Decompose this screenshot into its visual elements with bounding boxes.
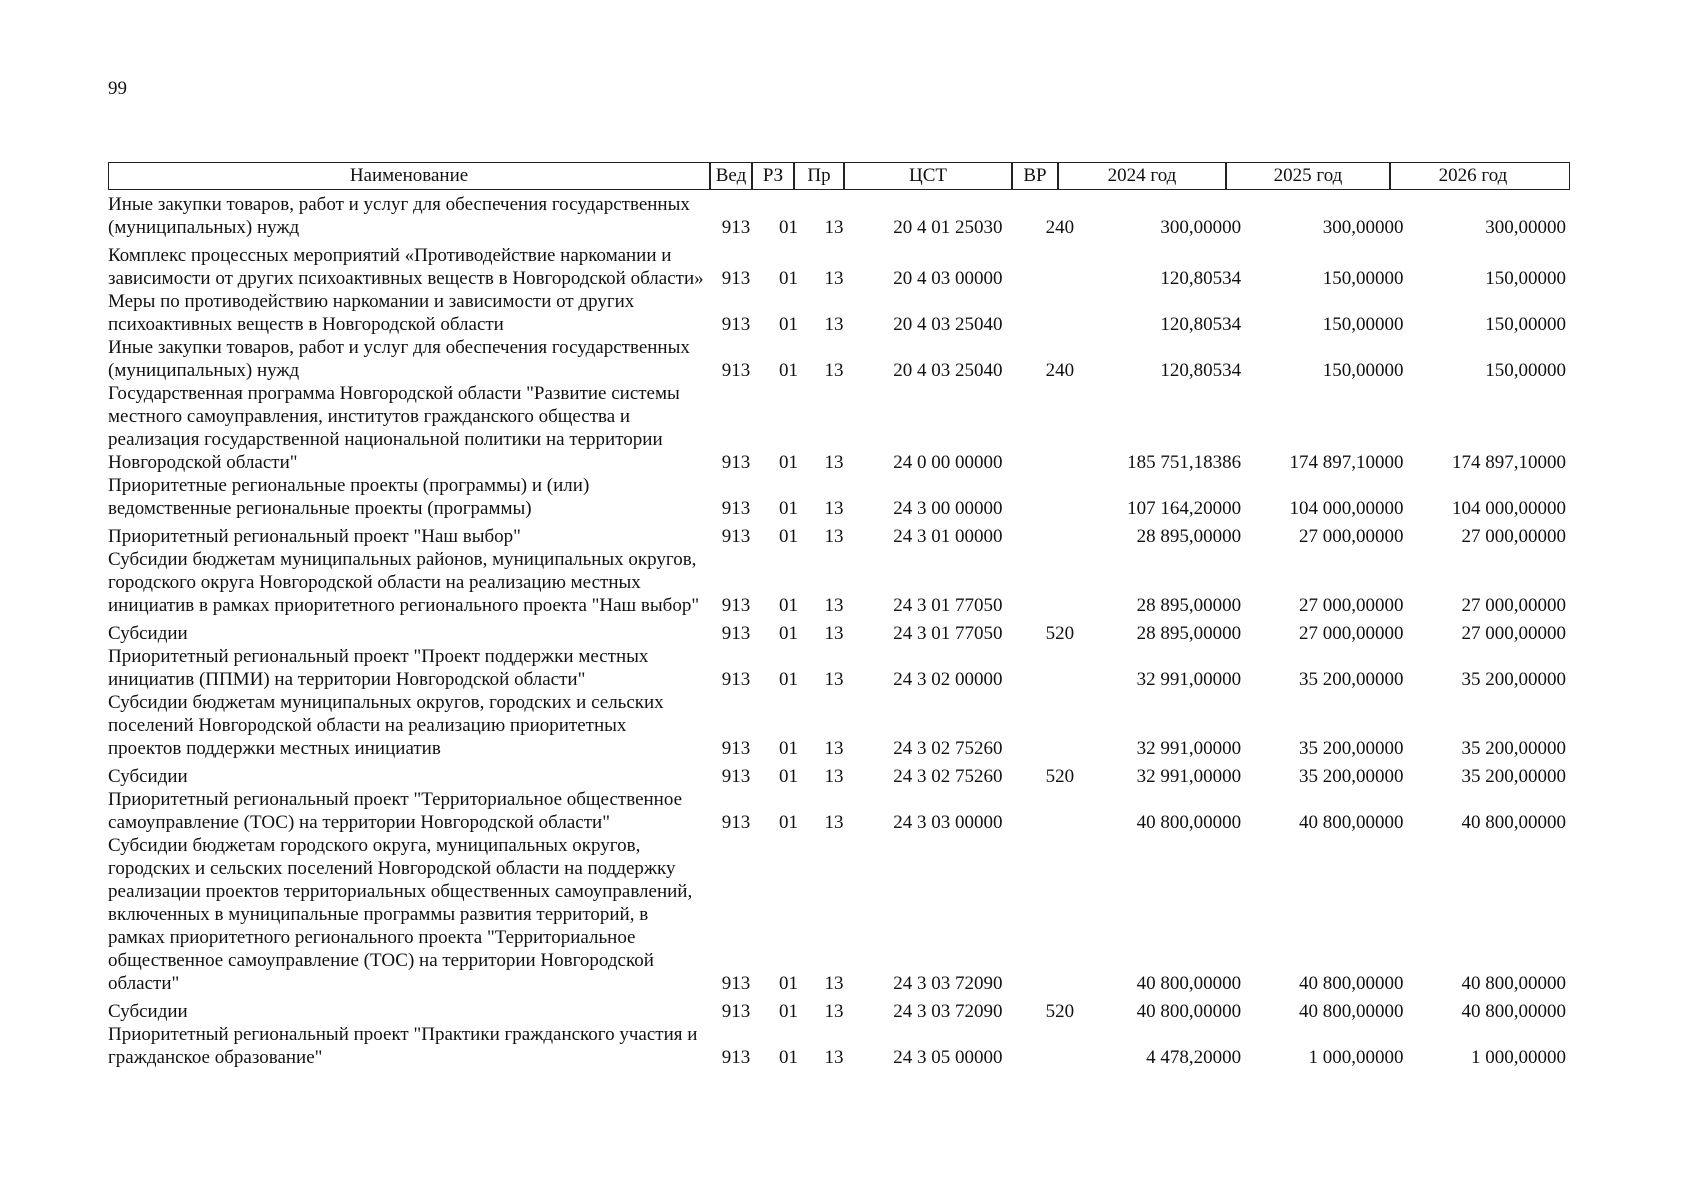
cell-2024: 32 991,00000 — [1136, 766, 1242, 787]
cell-pr: 13 — [824, 1001, 844, 1022]
header-vr: ВР — [1013, 163, 1059, 189]
cell-name: Иные закупки товаров, работ и услуг для обеспечения государственных (муниципальных) нужд — [108, 194, 690, 238]
cell-2024: 40 800,00000 — [1136, 973, 1242, 994]
cell-vr: 520 — [1045, 623, 1075, 644]
table-row — [108, 834, 1570, 995]
cell-cst: 24 3 01 77050 — [893, 595, 1003, 616]
cell-cst: 24 0 00 00000 — [893, 452, 1003, 473]
table-row — [108, 244, 1570, 290]
cell-rz: 01 — [778, 217, 798, 238]
cell-rz: 01 — [778, 973, 798, 994]
cell-2025: 150,00000 — [1322, 314, 1404, 335]
cell-name: Иные закупки товаров, работ и услуг для обеспечения государственных (муниципальных) нужд — [108, 337, 690, 381]
cell-ved: 913 — [721, 973, 751, 994]
cell-2024: 28 895,00000 — [1136, 623, 1242, 644]
cell-2025: 35 200,00000 — [1299, 738, 1404, 759]
cell-name: Приоритетный региональный проект "Практики гражданского участия и гражданское образование" — [108, 1024, 698, 1068]
cell-ved: 913 — [721, 766, 751, 787]
header-ved: Вед — [711, 163, 753, 189]
cell-2026: 27 000,00000 — [1461, 595, 1566, 616]
cell-2025: 40 800,00000 — [1299, 812, 1404, 833]
cell-2025: 1 000,00000 — [1308, 1047, 1404, 1068]
cell-cst: 24 3 03 72090 — [893, 973, 1003, 994]
cell-cst: 20 4 03 25040 — [893, 360, 1003, 381]
cell-pr: 13 — [824, 314, 844, 335]
cell-vr: 240 — [1045, 217, 1075, 238]
table-row — [108, 691, 1570, 760]
cell-rz: 01 — [778, 360, 798, 381]
table-row — [108, 336, 1570, 382]
cell-name: Приоритетный региональный проект "Наш выбор" — [108, 526, 521, 547]
cell-2024: 4 478,20000 — [1146, 1047, 1242, 1068]
cell-2026: 150,00000 — [1485, 360, 1566, 381]
cell-ved: 913 — [721, 1001, 751, 1022]
table-row — [108, 1023, 1570, 1069]
cell-2024: 120,80534 — [1160, 268, 1242, 289]
cell-cst: 24 3 02 00000 — [893, 669, 1003, 690]
cell-vr: 520 — [1045, 1001, 1075, 1022]
cell-pr: 13 — [824, 973, 844, 994]
cell-pr: 13 — [824, 669, 844, 690]
cell-rz: 01 — [778, 268, 798, 289]
cell-name: Субсидии — [108, 766, 188, 787]
page-number: 99 — [108, 78, 127, 99]
cell-ved: 913 — [721, 526, 751, 547]
cell-rz: 01 — [778, 623, 798, 644]
cell-cst: 20 4 03 25040 — [893, 314, 1003, 335]
cell-rz: 01 — [778, 1001, 798, 1022]
cell-rz: 01 — [778, 498, 798, 519]
header-2025: 2025 год — [1227, 163, 1391, 189]
cell-cst: 20 4 01 25030 — [893, 217, 1003, 238]
cell-2024: 32 991,00000 — [1136, 669, 1242, 690]
cell-ved: 913 — [721, 268, 751, 289]
cell-ved: 913 — [721, 452, 751, 473]
cell-cst: 24 3 02 75260 — [893, 738, 1003, 759]
cell-pr: 13 — [824, 1047, 844, 1068]
cell-ved: 913 — [721, 217, 751, 238]
cell-rz: 01 — [778, 669, 798, 690]
cell-pr: 13 — [824, 452, 844, 473]
cell-2026: 35 200,00000 — [1461, 669, 1566, 690]
cell-name: Субсидии бюджетам муниципальных округов, городских и сельских поселений Новгородской области на реализацию приоритетных проектов поддержки местных инициатив — [108, 692, 664, 759]
cell-ved: 913 — [721, 595, 751, 616]
cell-2026: 150,00000 — [1485, 314, 1566, 335]
table-body — [108, 193, 1570, 1069]
cell-ved: 913 — [721, 314, 751, 335]
cell-2026: 35 200,00000 — [1461, 766, 1566, 787]
cell-2026: 1 000,00000 — [1471, 1047, 1566, 1068]
cell-name: Субсидии бюджетам городского округа, муниципальных округов, городских и сельских поселений Новгородской области на поддержку реализации проектов территориальных общественных самоуправлений, включенных в муниципальные программы развития территорий, в рамках приоритетного регионального проекта "Территориальное общественное самоуправление (ТОС) на территории Новгородской области" — [108, 835, 693, 994]
cell-2025: 104 000,00000 — [1289, 498, 1404, 519]
cell-ved: 913 — [721, 623, 751, 644]
cell-2024: 120,80534 — [1160, 314, 1242, 335]
cell-cst: 24 3 01 00000 — [893, 526, 1003, 547]
table-row — [108, 525, 1570, 548]
cell-cst: 24 3 05 00000 — [893, 1047, 1003, 1068]
cell-2025: 27 000,00000 — [1299, 526, 1404, 547]
header-pr: Пр — [795, 163, 845, 189]
cell-ved: 913 — [721, 1047, 751, 1068]
cell-pr: 13 — [824, 498, 844, 519]
table-row — [108, 788, 1570, 834]
cell-2024: 28 895,00000 — [1136, 595, 1242, 616]
cell-cst: 24 3 00 00000 — [893, 498, 1003, 519]
cell-2025: 35 200,00000 — [1299, 766, 1404, 787]
cell-name: Субсидии — [108, 1001, 188, 1022]
header-rz: РЗ — [753, 163, 795, 189]
cell-2024: 120,80534 — [1160, 360, 1242, 381]
cell-rz: 01 — [778, 1047, 798, 1068]
cell-2025: 174 897,10000 — [1289, 452, 1404, 473]
cell-name: Субсидии — [108, 623, 188, 644]
cell-pr: 13 — [824, 268, 844, 289]
cell-2026: 300,00000 — [1485, 217, 1566, 238]
table-row — [108, 1000, 1570, 1023]
cell-2024: 28 895,00000 — [1136, 526, 1242, 547]
table-row — [108, 193, 1570, 239]
cell-2024: 32 991,00000 — [1136, 738, 1242, 759]
cell-rz: 01 — [778, 766, 798, 787]
cell-pr: 13 — [824, 738, 844, 759]
cell-2024: 300,00000 — [1160, 217, 1242, 238]
header-2026: 2026 год — [1438, 165, 1508, 186]
cell-pr: 13 — [824, 812, 844, 833]
table-row — [108, 474, 1570, 520]
cell-2026: 40 800,00000 — [1461, 973, 1566, 994]
cell-2025: 27 000,00000 — [1299, 595, 1404, 616]
cell-pr: 13 — [824, 623, 844, 644]
cell-2026: 35 200,00000 — [1461, 738, 1566, 759]
cell-cst: 24 3 02 75260 — [893, 766, 1003, 787]
table-row — [108, 548, 1570, 617]
cell-rz: 01 — [778, 314, 798, 335]
cell-pr: 13 — [824, 595, 844, 616]
header-name: Наименование — [109, 163, 711, 189]
cell-ved: 913 — [721, 498, 751, 519]
table-row — [108, 290, 1570, 336]
cell-name: Государственная программа Новгородской области "Развитие системы местного самоуправления, институтов гражданского общества и реализация государственной национальной политики на территории Новгородской области" — [108, 383, 680, 473]
cell-cst: 24 3 01 77050 — [893, 623, 1003, 644]
cell-2026: 40 800,00000 — [1461, 812, 1566, 833]
cell-2025: 40 800,00000 — [1299, 1001, 1404, 1022]
cell-ved: 913 — [721, 738, 751, 759]
cell-ved: 913 — [721, 812, 751, 833]
cell-2026: 40 800,00000 — [1461, 1001, 1566, 1022]
cell-2024: 107 164,20000 — [1127, 498, 1242, 519]
cell-rz: 01 — [778, 812, 798, 833]
cell-2025: 150,00000 — [1322, 268, 1404, 289]
cell-name: Приоритетный региональный проект "Территориальное общественное самоуправление (ТОС) на территории Новгородской области" — [108, 789, 682, 833]
cell-2026: 150,00000 — [1485, 268, 1566, 289]
cell-2025: 40 800,00000 — [1299, 973, 1404, 994]
cell-2026: 104 000,00000 — [1452, 498, 1566, 519]
cell-2026: 27 000,00000 — [1461, 623, 1566, 644]
cell-cst: 24 3 03 72090 — [893, 1001, 1003, 1022]
cell-2025: 150,00000 — [1322, 360, 1404, 381]
cell-2024: 185 751,18386 — [1127, 452, 1242, 473]
cell-name: Приоритетные региональные проекты (программы) и (или) ведомственные региональные проекты (программы) — [108, 475, 590, 519]
cell-2025: 27 000,00000 — [1299, 623, 1404, 644]
header-2024: 2024 год — [1059, 163, 1227, 189]
cell-ved: 913 — [721, 669, 751, 690]
cell-rz: 01 — [778, 738, 798, 759]
cell-rz: 01 — [778, 452, 798, 473]
cell-pr: 13 — [824, 217, 844, 238]
cell-name: Меры по противодействию наркомании и зависимости от других психоактивных веществ в Новгородской области — [108, 291, 635, 335]
cell-cst: 24 3 03 00000 — [893, 812, 1003, 833]
cell-2026: 27 000,00000 — [1461, 526, 1566, 547]
cell-name: Субсидии бюджетам муниципальных районов, муниципальных округов, городского округа Новгородской области на реализацию местных инициатив в рамках приоритетного регионального проекта "Наш выбор" — [108, 549, 700, 616]
cell-ved: 913 — [721, 360, 751, 381]
table-row — [108, 382, 1570, 474]
cell-name: Комплекс процессных мероприятий «Противодействие наркомании и зависимости от других психоактивных веществ в Новгородской области» — [108, 245, 704, 289]
cell-2025: 300,00000 — [1322, 217, 1404, 238]
cell-pr: 13 — [824, 360, 844, 381]
cell-2024: 40 800,00000 — [1136, 812, 1242, 833]
cell-cst: 20 4 03 00000 — [893, 268, 1003, 289]
table-row — [108, 765, 1570, 788]
table-row — [108, 645, 1570, 691]
header-cst: ЦСТ — [845, 163, 1013, 189]
cell-2024: 40 800,00000 — [1136, 1001, 1242, 1022]
cell-pr: 13 — [824, 766, 844, 787]
cell-vr: 240 — [1045, 360, 1075, 381]
table-row — [108, 622, 1570, 645]
table-header — [108, 162, 1570, 190]
cell-2025: 35 200,00000 — [1299, 669, 1404, 690]
cell-pr: 13 — [824, 526, 844, 547]
cell-2026: 174 897,10000 — [1452, 452, 1566, 473]
cell-name: Приоритетный региональный проект "Проект поддержки местных инициатив (ППМИ) на территории Новгородской области" — [108, 646, 649, 690]
cell-rz: 01 — [778, 526, 798, 547]
cell-rz: 01 — [778, 595, 798, 616]
cell-vr: 520 — [1045, 766, 1075, 787]
